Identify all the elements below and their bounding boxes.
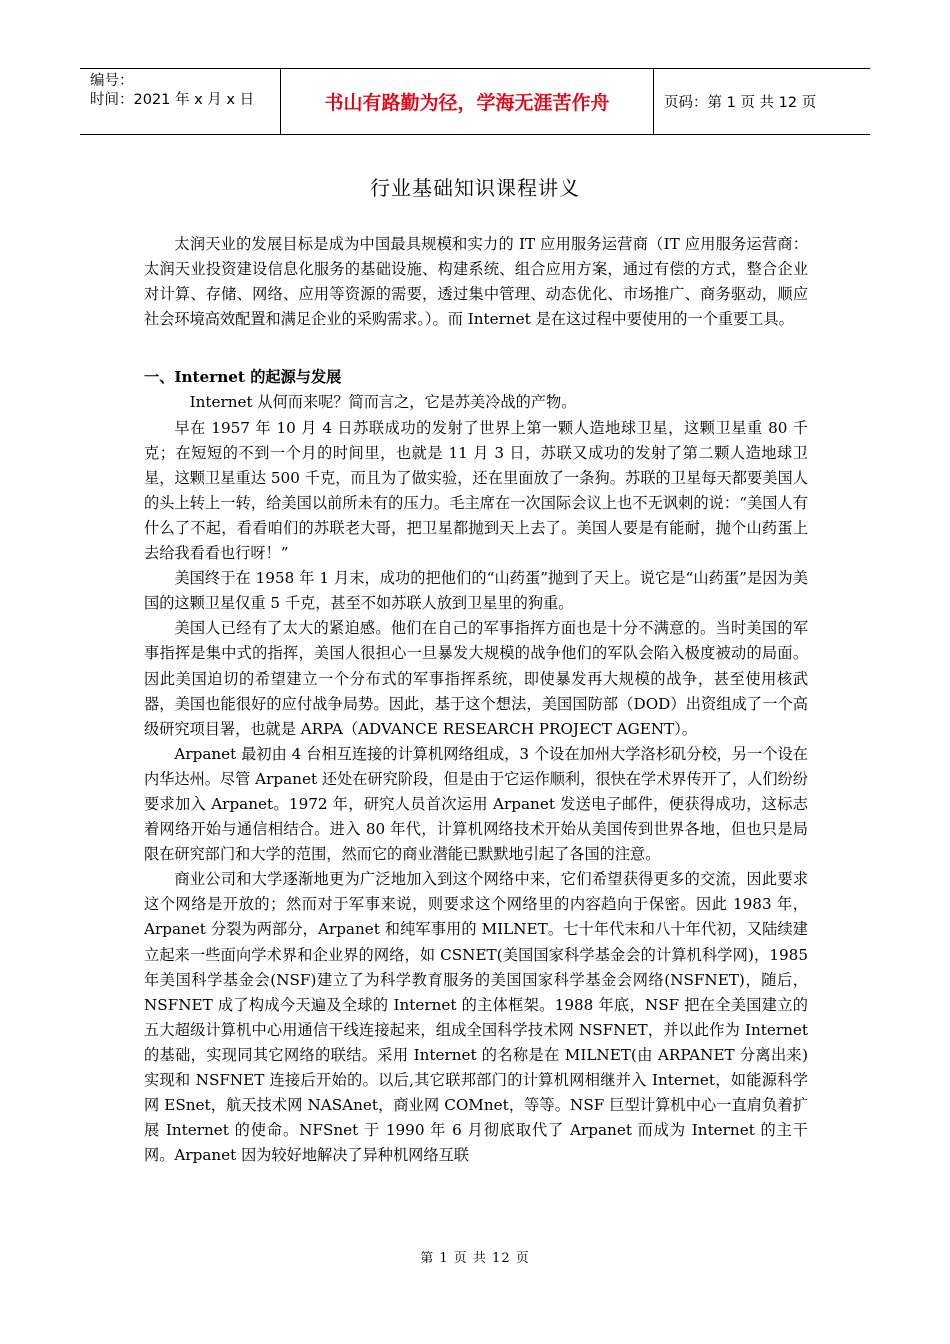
header-meta (80, 69, 281, 134)
paragraph: Arpanet 最初由 4 台相互连接的计算机网络组成，3 个设在加州大学洛杉矶分校，另一个设在内华达州。尽管 Arpanet 还处在研究阶段，但是由于它运作顺利，很快在学术界传开了，人们纷纷要求加入 Arpanet。1972 年，研究人员首次运用 Arpanet 发送电子邮件，便获得成功，这标志着网络开始与通信相结合。进入 80 年代，计算机网络技术开始从美国传到世界各地，但也只是局限在研究部门和大学的范围，然而它的商业潜能已默默地引起了各国的注意。 (144, 744, 808, 864)
intro-paragraph: 太润天业的发展目标是成为中国最具规模和实力的 IT 应用服务运营商（IT 应用服务运营商：太润天业投资建设信息化服务的基础设施、构建系统、组合应用方案，通过有偿的方式，整合企业对计算、存储、网络、应用等资源的需要，透过集中管理、动态优化、市场推广、商务驱动，顺应社会环境高效配置和满足企业的采购需求。）。而 Internet 是在这过程中要使用的一个重要工具。 (144, 235, 808, 329)
page-footer: 第 1 页 共 12 页 (420, 1251, 530, 1266)
document-body (144, 232, 808, 1168)
page-header (80, 68, 870, 135)
paragraph: 商业公司和大学逐渐地更为广泛地加入到这个网络中来，它们希望获得更多的交流，因此要求这个网络是开放的；然而对于军事来说，则要求这个网络里的内容趋向于保密。因此 1983 年，Arpanet 分裂为两部分，Arpanet 和纯军事用的 MILNET。七十年代末和八十年代初，又陆续建立起来一些面向学术界和企业界的网络，如 CSNET(美国国家科学基金会的计算机科学网)，1985 年美国科学基金会(NSF)建立了为科学教育服务的美国国家科学基金会网络(NSFNET)，随后，NSFNET 成了构成今天遍及全球的 Internet 的主体框架。1988 年底，NSF 把在全美国建立的五大超级计算机中心用通信干线连接起来，组成全国科学技术网 NSFNET，并以此作为 Internet 的基础，实现同其它网络的联结。采用 Internet 的名称是在 MILNET(由 ARPANET 分离出来) 实现和 NSFNET 连接后开始的。以后,其它联邦部门的计算机网相继并入 Internet，如能源科学网 ESnet，航天技术网 NASAnet，商业网 COMnet，等等。NSF 巨型计算机中心一直肩负着扩展 Internet 的使命。NFSnet 于 1990 年 6 月彻底取代了 Arpanet 而成为 Internet 的主干网。Arpanet 因为较好地解决了异种机网络互联 (144, 870, 808, 1165)
document-date: 时间：2021 年 x 月 x 日 (90, 92, 255, 108)
document-title: 行业基础知识课程讲义 (370, 176, 580, 200)
paragraph: 早在 1957 年 10 月 4 日苏联成功的发射了世界上第一颗人造地球卫星，这颗卫星重 80 千克；在短短的不到一个月的时间里，也就是 11 月 3 日，苏联又成功的发射了第二颗人造地球卫星，这颗卫星重达 500 千克，而且为了做实验，还在里面放了一条狗。苏联的卫星每天都要美国人的头上转上一转，给美国以前所未有的压力。毛主席在一次国际会议上也不无讽刺的说：“美国人有什么了不起，看看咱们的苏联老大哥，把卫星都抛到天上去了。美国人要是有能耐，抛个山药蛋上去给我看看也行呀！” (144, 418, 808, 563)
header-motto: 书山有路勤为径，学海无涯苦作舟 (281, 69, 654, 134)
section-heading: 一、Internet 的起源与发展 (144, 368, 342, 387)
document-number-label: 编号： (90, 73, 134, 89)
paragraph: 美国人已经有了太大的紧迫感。他们在自己的军事指挥方面也是十分不满意的。当时美国的军事指挥是集中式的指挥，美国人很担心一旦暴发大规模的战争他们的军队会陷入极度被动的局面。因此美国迫切的希望建立一个分布式的军事指挥系统，即使暴发再大规模的战争，甚至使用核武器，美国也能很好的应付战争局势。因此，基于这个想法，美国国防部（DOD）出资组成了一个高级研究项目署，也就是 ARPA（ADVANCE RESEARCH PROJECT AGENT）。 (144, 619, 808, 738)
paragraph: 美国终于在 1958 年 1 月末，成功的把他们的“山药蛋”抛到了天上。说它是“山药蛋”是因为美国的这颗卫星仅重 5 千克，甚至不如苏联人放到卫星里的狗重。 (144, 569, 808, 613)
paragraph: Internet 从何而来呢？简而言之，它是苏美冷战的产物。 (189, 393, 577, 412)
header-page-info: 页码：第 1 页 共 12 页 (664, 95, 817, 111)
